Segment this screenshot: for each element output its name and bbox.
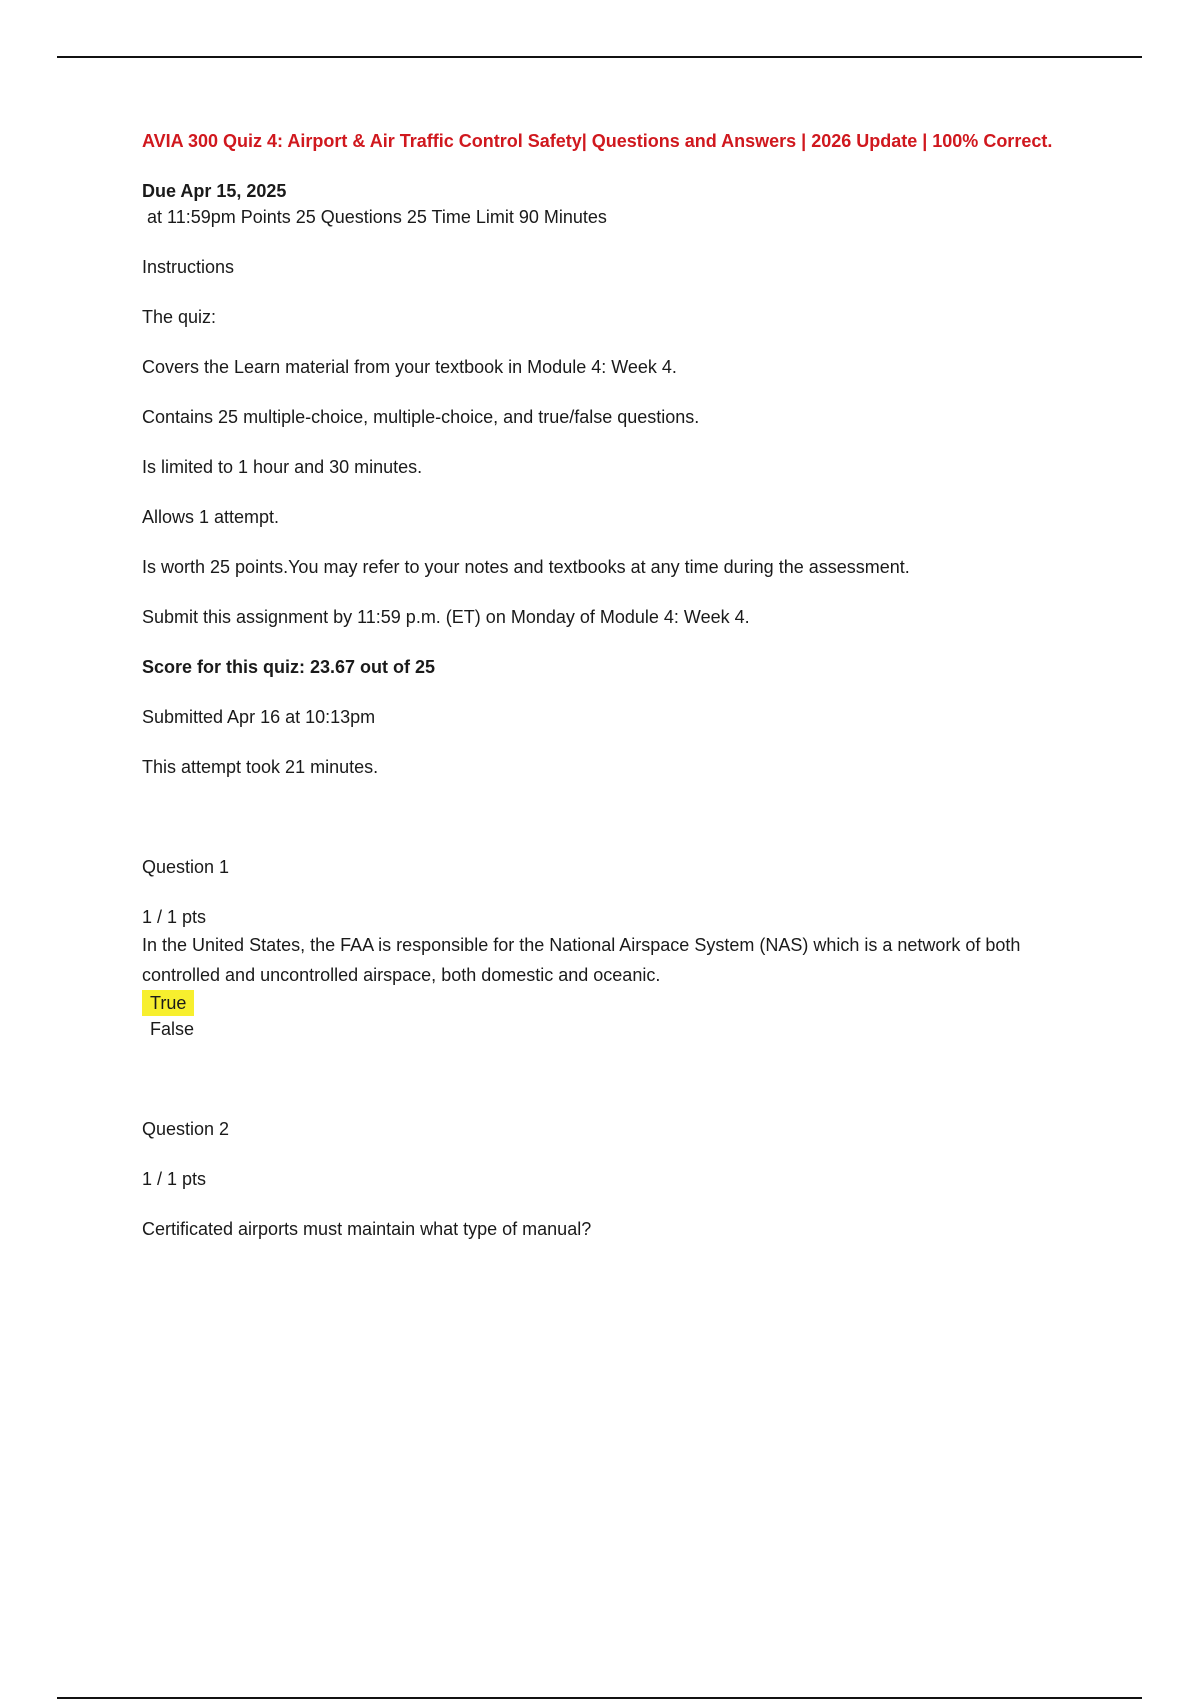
due-date: Due Apr 15, 2025 bbox=[142, 181, 287, 201]
question-2 bbox=[142, 1116, 1062, 1242]
instruction-item: Allows 1 attempt. bbox=[142, 507, 280, 527]
top-rule bbox=[57, 56, 1142, 58]
question-points: 1 / 1 pts bbox=[142, 907, 207, 927]
due-details: at 11:59pm Points 25 Questions 25 Time Limit 90 Minutes bbox=[147, 207, 607, 227]
question-points: 1 / 1 pts bbox=[142, 1169, 207, 1189]
submitted-time: Submitted Apr 16 at 10:13pm bbox=[142, 707, 376, 727]
question-text: Certificated airports must maintain what type of manual? bbox=[142, 1219, 592, 1239]
question-1 bbox=[142, 854, 1062, 1042]
instruction-item: Submit this assignment by 11:59 p.m. (ET) on Monday of Module 4: Week 4. bbox=[142, 607, 750, 627]
answer-option-row bbox=[142, 1016, 1062, 1042]
answer-option-row bbox=[142, 990, 1062, 1016]
question-text: In the United States, the FAA is responsible for the National Airspace System (NAS) which is a network of both controlled and uncontrolled airspace, both domestic and oceanic. bbox=[142, 935, 1021, 985]
quiz-intro: The quiz: bbox=[142, 307, 217, 327]
instruction-item: Is worth 25 points.You may refer to your notes and textbooks at any time during the assessment. bbox=[142, 557, 910, 577]
question-label: Question 1 bbox=[142, 857, 230, 877]
instruction-item: Contains 25 multiple-choice, multiple-choice, and true/false questions. bbox=[142, 407, 700, 427]
bottom-rule bbox=[57, 1697, 1142, 1699]
question-label: Question 2 bbox=[142, 1119, 230, 1139]
due-info bbox=[142, 178, 1062, 230]
instruction-item: Is limited to 1 hour and 30 minutes. bbox=[142, 457, 423, 477]
document-body bbox=[142, 128, 1062, 1242]
answer-option-false: False bbox=[150, 1019, 195, 1039]
instruction-item: Covers the Learn material from your textbook in Module 4: Week 4. bbox=[142, 357, 677, 377]
attempt-duration: This attempt took 21 minutes. bbox=[142, 757, 379, 777]
quiz-score: Score for this quiz: 23.67 out of 25 bbox=[142, 657, 436, 677]
answer-option-true: True bbox=[142, 990, 194, 1016]
document-title: AVIA 300 Quiz 4: Airport & Air Traffic Control Safety| Questions and Answers | 2026 Update | 100% Correct. bbox=[142, 131, 1053, 151]
instructions-heading: Instructions bbox=[142, 257, 235, 277]
